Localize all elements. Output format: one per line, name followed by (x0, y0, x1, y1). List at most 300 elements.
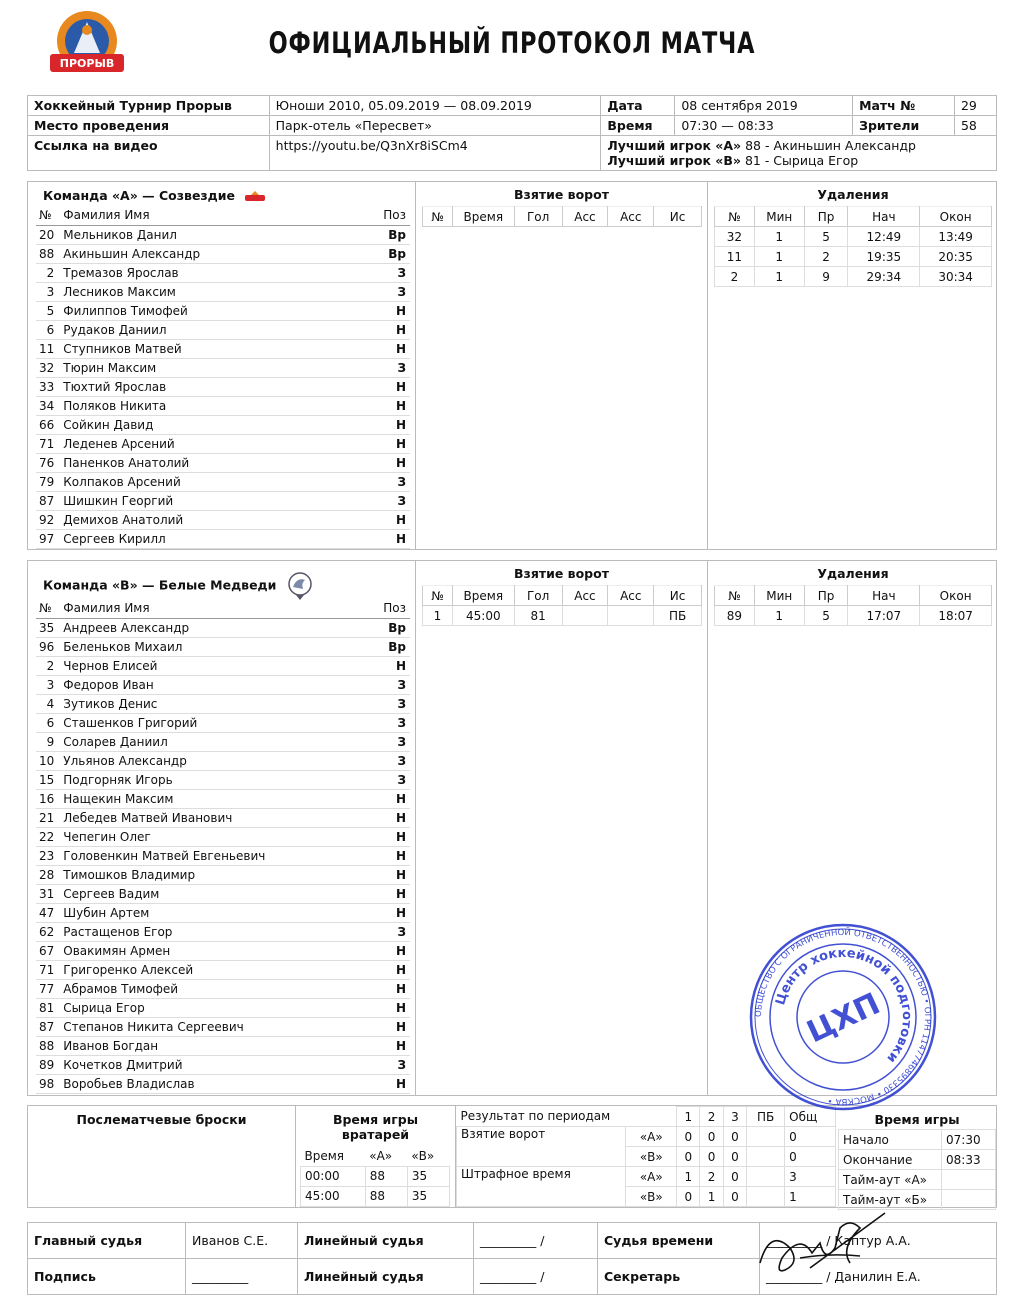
penalty-start: 12:49 (848, 227, 920, 247)
table-row (36, 453, 410, 472)
goal-source-header: Ис (654, 586, 702, 606)
pen-min-header: Мин (754, 586, 804, 606)
pen-b-p2: 1 (700, 1187, 723, 1207)
player-name: Воробьев Владислав (60, 1074, 370, 1093)
table-row (36, 865, 410, 884)
player-number: 47 (36, 903, 60, 922)
goal-source: ПБ (654, 606, 702, 626)
player-position: Н (370, 941, 410, 960)
pen-b-p1: 0 (677, 1187, 700, 1207)
pen-num-header: № (715, 207, 755, 227)
team-b-roster-column (28, 561, 416, 1095)
period-pb-header: ПБ (747, 1107, 785, 1127)
table-row (301, 1186, 450, 1206)
table-row (36, 358, 410, 377)
spectators-label: Зрители (853, 116, 955, 136)
linesman2-label: Линейный судья (298, 1259, 474, 1295)
player-position: Н (370, 453, 410, 472)
main-referee-label: Главный судья (28, 1223, 186, 1259)
player-number: 88 (36, 244, 60, 263)
player-position: З (370, 922, 410, 941)
pen-a-total: 3 (785, 1167, 836, 1187)
goal-scorer-header: Гол (514, 207, 562, 227)
game-time-title: Время игры (874, 1112, 960, 1127)
pen-min-header: Мин (754, 207, 804, 227)
signature-scribble (740, 1208, 890, 1293)
logo-text: ПРОРЫВ (59, 57, 115, 70)
table-row (36, 922, 410, 941)
goals-b-p1: 0 (677, 1147, 700, 1167)
player-name: Андреев Александр (60, 618, 370, 637)
table-row (36, 396, 410, 415)
player-position: Н (370, 339, 410, 358)
table-row (36, 770, 410, 789)
page-title: ОФИЦИАЛЬНЫЙ ПРОТОКОЛ МАТЧА (268, 26, 756, 60)
player-name: Леденев Арсений (60, 434, 370, 453)
player-name: Шишкин Георгий (60, 491, 370, 510)
player-number: 67 (36, 941, 60, 960)
secretary-label: Секретарь (598, 1259, 760, 1295)
table-row (715, 606, 992, 626)
player-name: Демихов Анатолий (60, 510, 370, 529)
penalty-player: 11 (715, 247, 755, 267)
player-number: 28 (36, 865, 60, 884)
player-name: Поляков Никита (60, 396, 370, 415)
player-position: Н (370, 301, 410, 320)
pen-start-header: Нач (848, 207, 920, 227)
table-row (301, 1166, 450, 1186)
goal-source-header: Ис (654, 207, 702, 227)
gk-b-header: «В» (411, 1148, 435, 1163)
player-number: 10 (36, 751, 60, 770)
player-name: Сташенков Григорий (60, 713, 370, 732)
player-number: 20 (36, 225, 60, 244)
table-row (36, 491, 410, 510)
roster-num-header: № (36, 599, 60, 618)
player-position: Н (370, 529, 410, 548)
goals-a-p3: 0 (723, 1127, 746, 1147)
gk-b: 35 (407, 1166, 449, 1186)
best-b-label: Лучший игрок «В» (607, 153, 741, 168)
linesman2-value: _________ / (474, 1259, 598, 1295)
player-position: Вр (370, 618, 410, 637)
player-position: Н (370, 1017, 410, 1036)
player-position: З (370, 491, 410, 510)
stamp-center-text: ЦХП (801, 986, 886, 1051)
player-name: Колпаков Арсений (60, 472, 370, 491)
player-position: Н (370, 960, 410, 979)
penalty-player: 89 (715, 606, 755, 626)
player-position: З (370, 263, 410, 282)
table-row (36, 713, 410, 732)
spectators-value: 58 (954, 116, 996, 136)
player-number: 66 (36, 415, 60, 434)
player-number: 89 (36, 1055, 60, 1074)
timeout-b-label: Тайм-аут «Б» (839, 1190, 942, 1210)
table-row (715, 267, 992, 287)
pen-b-total: 1 (785, 1187, 836, 1207)
player-position: Н (370, 377, 410, 396)
goalie-time-title: Время игры вратарей (332, 1112, 419, 1142)
pen-reason-header: Пр (804, 586, 848, 606)
penalty-end: 20:35 (920, 247, 992, 267)
player-position: Н (370, 1074, 410, 1093)
goalie-time-panel (296, 1106, 456, 1207)
summary-section (27, 1105, 997, 1208)
penalty-player: 2 (715, 267, 755, 287)
table-row (36, 979, 410, 998)
gk-a: 88 (365, 1186, 407, 1206)
player-number: 5 (36, 301, 60, 320)
pen-a-label: «А» (626, 1167, 677, 1187)
table-row (36, 1036, 410, 1055)
table-row (36, 751, 410, 770)
player-name: Овакимян Армен (60, 941, 370, 960)
player-number: 31 (36, 884, 60, 903)
goal-assist2-header: Асс (608, 586, 654, 606)
player-number: 97 (36, 529, 60, 548)
player-name: Тюхтий Ярослав (60, 377, 370, 396)
table-row (36, 415, 410, 434)
penalty-end: 30:34 (920, 267, 992, 287)
player-name: Чернов Елисей (60, 656, 370, 675)
player-position: Н (370, 827, 410, 846)
goals-row-label: Взятие ворот (457, 1127, 626, 1167)
shootout-panel (28, 1106, 296, 1207)
player-position: Н (370, 998, 410, 1017)
player-number: 76 (36, 453, 60, 472)
table-row (36, 884, 410, 903)
player-name: Головенкин Матвей Евгеньевич (60, 846, 370, 865)
goals-b-total: 0 (785, 1147, 836, 1167)
player-name: Тремазов Ярослав (60, 263, 370, 282)
player-name: Акиньшин Александр (60, 244, 370, 263)
table-row (36, 656, 410, 675)
player-number: 32 (36, 358, 60, 377)
player-number: 71 (36, 960, 60, 979)
player-number: 3 (36, 282, 60, 301)
tournament-value: Юноши 2010, 05.09.2019 — 08.09.2019 (269, 96, 601, 116)
player-number: 62 (36, 922, 60, 941)
time-label: Время (601, 116, 675, 136)
player-number: 98 (36, 1074, 60, 1093)
player-number: 35 (36, 618, 60, 637)
goal-assist1-header: Асс (562, 586, 608, 606)
linesman1-label: Линейный судья (298, 1223, 474, 1259)
player-name: Растащенов Егор (60, 922, 370, 941)
player-position: З (370, 732, 410, 751)
date-label: Дата (601, 96, 675, 116)
pen-b-label: «В» (626, 1187, 677, 1207)
pen-b-pb (747, 1187, 785, 1207)
goal-time: 45:00 (452, 606, 514, 626)
pen-end-header: Окон (920, 586, 992, 606)
main-referee-value: Иванов С.Е. (186, 1223, 298, 1259)
team-b-penalties-table (714, 585, 992, 626)
goals-b-p2: 0 (700, 1147, 723, 1167)
player-position: З (370, 282, 410, 301)
penalty-reason: 5 (804, 227, 848, 247)
player-number: 81 (36, 998, 60, 1017)
goals-a-label: «А» (626, 1127, 677, 1147)
match-value: 29 (954, 96, 996, 116)
player-number: 34 (36, 396, 60, 415)
goals-b-label: «В» (626, 1147, 677, 1167)
team-a-penalties-column (708, 182, 998, 549)
penalty-player: 32 (715, 227, 755, 247)
roster-name-header: Фамилия Имя (60, 599, 370, 618)
penalty-reason: 5 (804, 606, 848, 626)
team-a-goals-title: Взятие ворот (514, 187, 609, 202)
official-stamp (748, 922, 938, 1112)
team-a-roster-column (28, 182, 416, 549)
player-name: Паненков Анатолий (60, 453, 370, 472)
table-row (423, 606, 702, 626)
gk-a: 88 (365, 1166, 407, 1186)
roster-pos-header: Поз (370, 206, 410, 225)
player-number: 88 (36, 1036, 60, 1055)
player-name: Лесников Максим (60, 282, 370, 301)
goals-b-pb (747, 1147, 785, 1167)
player-number: 3 (36, 675, 60, 694)
goal-assist2 (608, 606, 654, 626)
goal-time-header: Время (452, 207, 514, 227)
player-name: Мельников Данил (60, 225, 370, 244)
player-number: 9 (36, 732, 60, 751)
best-a-label: Лучший игрок «А» (607, 138, 742, 153)
player-name: Григоренко Алексей (60, 960, 370, 979)
team-b-logo-icon (287, 571, 313, 601)
table-row (36, 789, 410, 808)
timekeeper-label: Судья времени (598, 1223, 760, 1259)
best-b-value: 81 - Сырица Егор (744, 153, 859, 168)
player-number: 16 (36, 789, 60, 808)
timeout-b-value (942, 1190, 996, 1210)
period-results-panel (456, 1106, 836, 1207)
table-row (36, 244, 410, 263)
team-a-penalties-table (714, 206, 992, 287)
start-value: 07:30 (942, 1130, 996, 1150)
player-position: З (370, 694, 410, 713)
player-number: 77 (36, 979, 60, 998)
table-row (36, 827, 410, 846)
goalie-time-table (300, 1146, 450, 1207)
roster-name-header: Фамилия Имя (60, 206, 370, 225)
penalty-row-label: Штрафное время (457, 1167, 626, 1207)
player-position: Н (370, 979, 410, 998)
player-name: Нащекин Максим (60, 789, 370, 808)
player-name: Шубин Артем (60, 903, 370, 922)
match-label: Матч № (853, 96, 955, 116)
team-b-goals-table (422, 585, 702, 626)
player-position: Н (370, 884, 410, 903)
player-number: 87 (36, 491, 60, 510)
player-number: 11 (36, 339, 60, 358)
match-info-table (27, 95, 997, 171)
gk-time: 45:00 (301, 1186, 366, 1206)
player-position: Н (370, 510, 410, 529)
player-number: 2 (36, 263, 60, 282)
period-total-header: Общ (785, 1107, 836, 1127)
venue-value: Парк-отель «Пересвет» (269, 116, 601, 136)
table-row (36, 301, 410, 320)
penalty-start: 19:35 (848, 247, 920, 267)
player-position: Вр (370, 225, 410, 244)
player-name: Филиппов Тимофей (60, 301, 370, 320)
penalty-reason: 9 (804, 267, 848, 287)
pen-a-p1: 1 (677, 1167, 700, 1187)
gk-time: 00:00 (301, 1166, 366, 1186)
player-name: Подгорняк Игорь (60, 770, 370, 789)
period-results-title: Результат по периодам (457, 1107, 677, 1127)
roster-pos-header: Поз (370, 599, 410, 618)
stamp-ring-text: ОБЩЕСТВО С ОГРАНИЧЕННОЙ ОТВЕТСТВЕННОСТЬЮ • ОГРН 1147746895330 • МОСКВА • (753, 927, 933, 1107)
player-name: Абрамов Тимофей (60, 979, 370, 998)
player-position: Н (370, 903, 410, 922)
goal-assist1-header: Асс (562, 207, 608, 227)
table-row (36, 637, 410, 656)
player-number: 6 (36, 320, 60, 339)
table-row (715, 247, 992, 267)
table-row (36, 675, 410, 694)
goal-assist2-header: Асс (608, 207, 654, 227)
team-b-roster (36, 599, 410, 1094)
table-row (36, 1017, 410, 1036)
timekeeper-value: _________ / Каптур А.А. (760, 1223, 997, 1259)
team-a-logo-icon (243, 190, 267, 204)
table-row (36, 732, 410, 751)
player-position: З (370, 358, 410, 377)
player-number: 2 (36, 656, 60, 675)
start-label: Начало (839, 1130, 942, 1150)
player-position: Н (370, 656, 410, 675)
penalty-start: 29:34 (848, 267, 920, 287)
player-position: З (370, 472, 410, 491)
table-row (36, 846, 410, 865)
time-value: 07:30 — 08:33 (675, 116, 853, 136)
player-number: 87 (36, 1017, 60, 1036)
team-a-title (43, 188, 267, 204)
team-a-roster (36, 206, 410, 549)
team-b-goals-title: Взятие ворот (514, 566, 609, 581)
player-number: 33 (36, 377, 60, 396)
gk-b: 35 (407, 1186, 449, 1206)
player-name: Ульянов Александр (60, 751, 370, 770)
goal-scorer-header: Гол (514, 586, 562, 606)
pen-reason-header: Пр (804, 207, 848, 227)
goal-num-header: № (423, 586, 453, 606)
team-a-penalties-title: Удаления (817, 187, 889, 202)
period-1-header: 1 (677, 1107, 700, 1127)
goal-assist1 (562, 606, 608, 626)
table-row (36, 529, 410, 548)
penalty-end: 13:49 (920, 227, 992, 247)
player-position: Вр (370, 244, 410, 263)
table-row (36, 960, 410, 979)
player-number: 71 (36, 434, 60, 453)
period-2-header: 2 (700, 1107, 723, 1127)
team-a-goals-column (416, 182, 708, 549)
goals-b-p3: 0 (723, 1147, 746, 1167)
pen-b-p3: 0 (723, 1187, 746, 1207)
player-name: Сергеев Кирилл (60, 529, 370, 548)
player-name: Сойкин Давид (60, 415, 370, 434)
period-results-table (456, 1106, 836, 1207)
signature-value: _________ (186, 1259, 298, 1295)
best-players (601, 136, 997, 171)
secretary-value: _________ / Данилин Е.А. (760, 1259, 997, 1295)
player-position: Н (370, 415, 410, 434)
player-name: Зутиков Денис (60, 694, 370, 713)
team-b-title (43, 571, 313, 601)
goals-a-p2: 0 (700, 1127, 723, 1147)
table-row (36, 998, 410, 1017)
player-name: Кочетков Дмитрий (60, 1055, 370, 1074)
team-a-section (27, 181, 997, 550)
goal-time-header: Время (452, 586, 514, 606)
player-position: Н (370, 808, 410, 827)
player-number: 92 (36, 510, 60, 529)
player-name: Иванов Богдан (60, 1036, 370, 1055)
stamp-inner-text: Центр хоккейной подготовки (773, 945, 915, 1066)
penalty-minutes: 1 (754, 227, 804, 247)
goals-a-p1: 0 (677, 1127, 700, 1147)
best-a-value: 88 - Акиньшин Александр (745, 138, 916, 153)
goals-a-pb (747, 1127, 785, 1147)
tournament-label: Хоккейный Турнир Прорыв (28, 96, 270, 116)
player-name: Чепегин Олег (60, 827, 370, 846)
gk-time-header: Время (304, 1148, 345, 1163)
penalty-minutes: 1 (754, 247, 804, 267)
player-position: Вр (370, 637, 410, 656)
player-name: Федоров Иван (60, 675, 370, 694)
penalty-minutes: 1 (754, 606, 804, 626)
table-row (715, 227, 992, 247)
player-number: 23 (36, 846, 60, 865)
table-row (36, 339, 410, 358)
shootout-title: Послематчевые броски (76, 1112, 247, 1127)
player-position: З (370, 751, 410, 770)
period-3-header: 3 (723, 1107, 746, 1127)
player-position: Н (370, 320, 410, 339)
player-number: 21 (36, 808, 60, 827)
table-row (36, 434, 410, 453)
goal-num-header: № (423, 207, 453, 227)
player-name: Степанов Никита Сергеевич (60, 1017, 370, 1036)
table-row (36, 808, 410, 827)
date-value: 08 сентября 2019 (675, 96, 853, 116)
pen-start-header: Нач (848, 586, 920, 606)
player-number: 79 (36, 472, 60, 491)
goal-number: 1 (423, 606, 453, 626)
table-row (36, 472, 410, 491)
table-row (36, 1055, 410, 1074)
game-time-panel (836, 1106, 998, 1207)
player-name: Тюрин Максим (60, 358, 370, 377)
roster-num-header: № (36, 206, 60, 225)
player-position: З (370, 713, 410, 732)
player-position: Н (370, 846, 410, 865)
team-a-title-text: Команда «А» — Созвездие (43, 188, 236, 203)
player-number: 22 (36, 827, 60, 846)
player-name: Сырица Егор (60, 998, 370, 1017)
video-link[interactable]: https://youtu.be/Q3nXr8iSCm4 (269, 136, 601, 171)
table-row (36, 320, 410, 339)
player-number: 6 (36, 713, 60, 732)
player-position: Н (370, 789, 410, 808)
table-row (36, 903, 410, 922)
team-b-goals-column (416, 561, 708, 1095)
